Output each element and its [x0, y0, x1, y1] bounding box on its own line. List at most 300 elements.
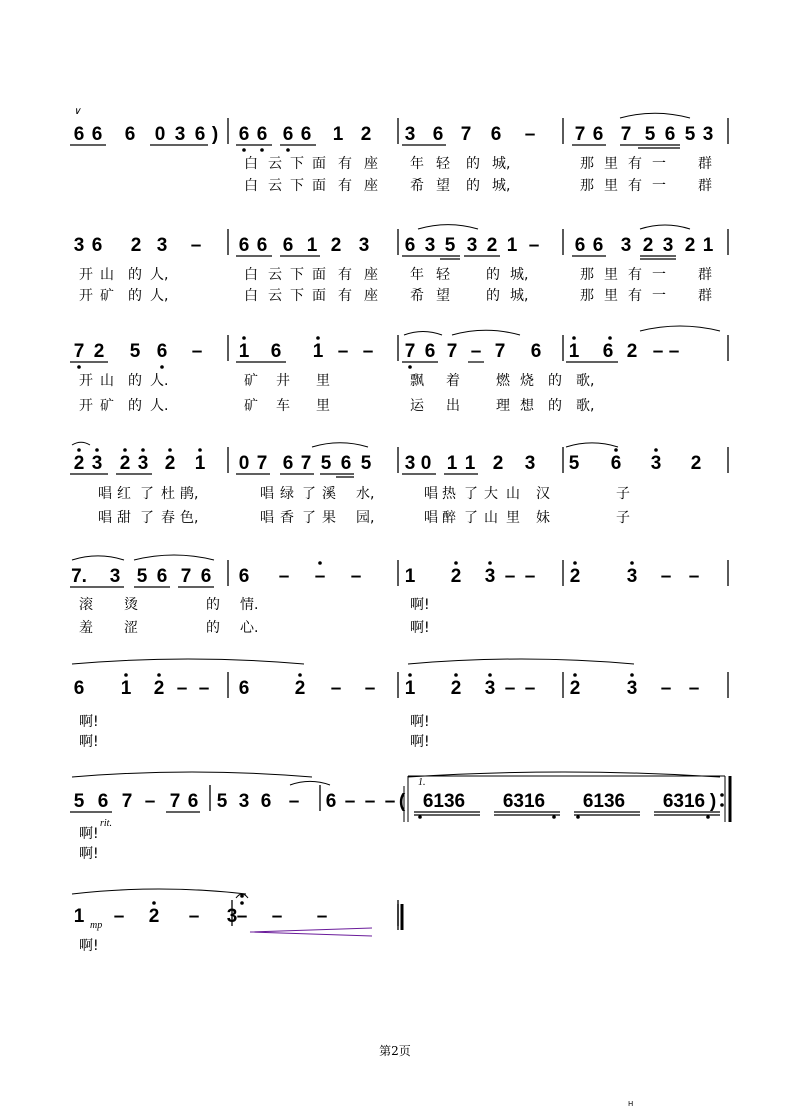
lyric: 燃	[496, 373, 510, 389]
lyric: 有	[338, 267, 352, 283]
jianpu-note: 3	[137, 453, 149, 474]
jianpu-note: 6	[91, 235, 103, 256]
lyric: 开	[79, 288, 93, 304]
lyric: 里	[316, 398, 330, 414]
lyric: 白	[244, 288, 258, 304]
lyric: 红	[117, 486, 131, 502]
lyric: 啊!	[410, 620, 430, 636]
lyric: 面	[312, 178, 326, 194]
jianpu-note: 6	[282, 453, 294, 474]
lyric: 下	[290, 267, 304, 283]
jianpu-note: 7	[574, 124, 586, 145]
dash-note: –	[668, 341, 680, 362]
lyric: 矿	[244, 373, 258, 389]
octave-dot	[706, 815, 710, 819]
ritardando-mark: rit.	[100, 818, 112, 829]
lyric: 绿	[280, 486, 294, 502]
octave-dot	[286, 148, 290, 152]
jianpu-note: 2	[148, 906, 160, 927]
jianpu-note: 3	[626, 566, 638, 587]
slur-arc	[72, 659, 304, 664]
jianpu-note: 2	[626, 341, 638, 362]
jianpu-note: 1	[404, 566, 416, 587]
jianpu-note: 5	[568, 453, 580, 474]
jianpu-note: 2	[360, 124, 372, 145]
octave-dot	[552, 815, 556, 819]
lyric: 唱	[260, 510, 274, 526]
slur-arc	[408, 659, 634, 664]
lyric: 有	[628, 288, 642, 304]
lyric: 云	[268, 156, 282, 172]
lyric: 歌,	[576, 373, 595, 389]
octave-dot	[198, 448, 202, 452]
lyric: 里	[604, 156, 618, 172]
lyric: 山	[100, 373, 114, 389]
score-system-5	[71, 560, 728, 636]
jianpu-note: 6	[238, 235, 250, 256]
lyric: 啊!	[79, 938, 99, 954]
jianpu-note: 3	[662, 235, 674, 256]
dash-note: –	[660, 678, 672, 699]
jianpu-note: 3	[620, 235, 632, 256]
jianpu-note: 6	[610, 453, 622, 474]
lyric: 水,	[356, 486, 375, 502]
lyric: 山	[506, 486, 520, 502]
lyric: 的	[486, 288, 500, 304]
jianpu-note: 3	[484, 678, 496, 699]
lyric: 的	[548, 373, 562, 389]
jianpu-note: 1	[404, 678, 416, 699]
dash-note: –	[364, 791, 376, 812]
lyric: 啊!	[79, 714, 99, 730]
jianpu-note: 0	[420, 453, 432, 474]
lyric: 座	[364, 156, 378, 172]
lyric: 香	[280, 510, 294, 526]
lyric: 羞	[79, 620, 93, 636]
lyric: 有	[338, 156, 352, 172]
jianpu-note: 6	[91, 124, 103, 145]
jianpu-note: 6	[238, 678, 250, 699]
lyric: 一	[652, 156, 666, 172]
lyric: 里	[604, 288, 618, 304]
lyric: 开	[79, 398, 93, 414]
lyric: 城,	[510, 267, 529, 283]
jianpu-note: 1	[446, 453, 458, 474]
lyric: 座	[364, 288, 378, 304]
lyric: 啊!	[410, 714, 430, 730]
lyric: 歌,	[576, 398, 595, 414]
jianpu-note: 6	[156, 341, 168, 362]
octave-dot	[488, 561, 492, 565]
lyric: 色,	[180, 510, 199, 526]
dash-note: –	[191, 341, 203, 362]
octave-dot	[168, 448, 172, 452]
lyric: 那	[580, 178, 594, 194]
jianpu-note: 6	[432, 124, 444, 145]
lyric: 了	[302, 486, 316, 502]
lyric: 望	[436, 178, 450, 194]
lyric: 园,	[356, 510, 375, 526]
jianpu-note: 3	[404, 453, 416, 474]
lyric: 大	[484, 486, 498, 502]
dash-note: –	[688, 566, 700, 587]
octave-dot	[95, 448, 99, 452]
jianpu-note: 6	[490, 124, 502, 145]
lyric: 那	[580, 156, 594, 172]
dash-note: –	[271, 906, 283, 927]
corner-mark: H	[628, 1100, 634, 1108]
lyric: 轻	[436, 156, 450, 172]
octave-dot	[152, 901, 156, 905]
lyric: 年	[410, 267, 424, 283]
lyric: 果	[322, 510, 336, 526]
lyric: 城,	[492, 156, 511, 172]
lyric: 有	[628, 156, 642, 172]
lyric: 那	[580, 267, 594, 283]
lyric: 着	[446, 373, 460, 389]
dash-note: –	[504, 566, 516, 587]
lyric: 井	[276, 373, 290, 389]
jianpu-note: 6	[260, 791, 272, 812]
lyric: 开	[79, 373, 93, 389]
lyric: 希	[410, 178, 424, 194]
lyric: 有	[628, 178, 642, 194]
jianpu-note: 1	[238, 341, 250, 362]
lyric: 轻	[436, 267, 450, 283]
jianpu-note: )	[709, 791, 717, 812]
jianpu-note: 7	[169, 791, 181, 812]
octave-dot	[408, 365, 412, 369]
lyric: 人,	[150, 288, 169, 304]
dash-note: –	[314, 566, 326, 587]
lyric: 的	[206, 620, 220, 636]
lyric: 白	[244, 267, 258, 283]
lyric: 年	[410, 156, 424, 172]
lyric: 溪	[322, 486, 336, 502]
lyric: 里	[604, 267, 618, 283]
jianpu-note: 2	[642, 235, 654, 256]
lyric: 想	[520, 398, 534, 414]
score-system-2	[74, 229, 728, 304]
lyric: 了	[140, 486, 154, 502]
lyric: 一	[652, 288, 666, 304]
lyric: 热	[442, 486, 456, 502]
jianpu-note: 6	[256, 124, 268, 145]
lyric: 汉	[536, 486, 550, 502]
octave-dot	[77, 365, 81, 369]
jianpu-note: 1	[312, 341, 324, 362]
jianpu-note: 3	[484, 566, 496, 587]
jianpu-note: 5	[73, 791, 85, 812]
dash-note: –	[504, 678, 516, 699]
fermata-dot	[240, 894, 244, 898]
lyric: 啊!	[410, 597, 430, 613]
jianpu-note: 6	[404, 235, 416, 256]
lyric: 希	[410, 288, 424, 304]
dash-note: –	[113, 906, 125, 927]
lyric: 烧	[520, 373, 534, 389]
jianpu-note: 7.	[71, 566, 87, 587]
slur-arc	[640, 326, 720, 331]
slur-arc	[312, 443, 368, 447]
lyric: 有	[338, 178, 352, 194]
jianpu-note: 7	[460, 124, 472, 145]
lyric: 的	[128, 288, 142, 304]
lyric: 啊!	[79, 826, 99, 842]
octave-dot	[630, 673, 634, 677]
dash-note: –	[470, 341, 482, 362]
lyric: 座	[364, 267, 378, 283]
lyric: 的	[206, 597, 220, 613]
lyric: 的	[548, 398, 562, 414]
lyric: 群	[698, 288, 712, 304]
jianpu-note: 6	[340, 453, 352, 474]
lyric: 人,	[150, 267, 169, 283]
jianpu-note: 2	[164, 453, 176, 474]
jianpu-note: 2	[569, 678, 581, 699]
slur-arc	[134, 555, 214, 560]
jianpu-note: 5	[136, 566, 148, 587]
jianpu-note: 1	[194, 453, 206, 474]
lyric: 啊!	[410, 734, 430, 750]
jianpu-note: 7	[73, 341, 85, 362]
octave-dot	[123, 448, 127, 452]
jianpu-note: 6	[424, 341, 436, 362]
dash-note: –	[316, 906, 328, 927]
lyric: 群	[698, 178, 712, 194]
jianpu-note: 3	[174, 124, 186, 145]
lyric: 那	[580, 288, 594, 304]
jianpu-note: 6	[300, 124, 312, 145]
dash-note: –	[688, 678, 700, 699]
jianpu-note: 6	[256, 235, 268, 256]
jianpu-note: 3	[650, 453, 662, 474]
lyric: 白	[244, 156, 258, 172]
dash-note: –	[288, 791, 300, 812]
octave-dot	[260, 148, 264, 152]
jianpu-note: 3	[404, 124, 416, 145]
dash-note: –	[176, 678, 188, 699]
jianpu-note: 1	[702, 235, 714, 256]
jianpu-note: 2	[486, 235, 498, 256]
jianpu-note: 2	[130, 235, 142, 256]
jianpu-note: 6316	[662, 791, 706, 812]
jianpu-note: 3	[524, 453, 536, 474]
jianpu-note: 5	[320, 453, 332, 474]
jianpu-note: 7	[446, 341, 458, 362]
dash-note: –	[524, 678, 536, 699]
jianpu-note: 6	[325, 791, 337, 812]
octave-dot	[408, 673, 412, 677]
octave-dot	[630, 561, 634, 565]
octave-dot	[157, 673, 161, 677]
octave-dot	[418, 815, 422, 819]
lyric: 车	[276, 398, 290, 414]
lyric: 妹	[536, 510, 550, 526]
dash-note: –	[190, 235, 202, 256]
jianpu-note: 6	[200, 566, 212, 587]
lyric: 春	[161, 510, 175, 526]
jianpu-note: 1	[332, 124, 344, 145]
lyric: 白	[244, 178, 258, 194]
jianpu-note: 6	[592, 124, 604, 145]
score-system-3	[74, 335, 728, 414]
jianpu-note: 5	[216, 791, 228, 812]
lyric: 面	[312, 156, 326, 172]
lyric: 里	[506, 510, 520, 526]
lyric: 滚	[79, 597, 93, 613]
lyric: 山	[484, 510, 498, 526]
dash-note: –	[337, 341, 349, 362]
lyric: 矿	[100, 398, 114, 414]
lyric: 出	[446, 398, 460, 414]
jianpu-note: 0	[238, 453, 250, 474]
jianpu-note: 6	[73, 678, 85, 699]
jianpu-note: 3	[226, 906, 238, 927]
jianpu-note: 6	[592, 235, 604, 256]
slur-arc	[418, 225, 478, 229]
jianpu-note: 3	[702, 124, 714, 145]
jianpu-note: 2	[492, 453, 504, 474]
dash-note: –	[384, 791, 396, 812]
jianpu-note: 6	[238, 566, 250, 587]
octave-dot	[454, 673, 458, 677]
jianpu-note: 6	[602, 341, 614, 362]
dash-note: –	[652, 341, 664, 362]
octave-dot	[240, 901, 244, 905]
lyric: 下	[290, 178, 304, 194]
jianpu-note: 7	[494, 341, 506, 362]
jianpu-note: 3	[358, 235, 370, 256]
lyric: 下	[290, 288, 304, 304]
jianpu-note: 5	[444, 235, 456, 256]
octave-dot	[77, 448, 81, 452]
jianpu-note: 3	[626, 678, 638, 699]
octave-dot	[316, 336, 320, 340]
slur-arc	[566, 443, 618, 447]
lyric: 一	[652, 178, 666, 194]
repeat-dot	[720, 793, 724, 797]
jianpu-note: 6	[97, 791, 109, 812]
score-system-8	[74, 900, 398, 954]
octave-dot	[608, 336, 612, 340]
jianpu-note: 6	[270, 341, 282, 362]
lyric: 子	[616, 486, 630, 502]
lyric: 望	[436, 288, 450, 304]
octave-dot	[488, 673, 492, 677]
jianpu-note: 3	[238, 791, 250, 812]
octave-dot	[614, 448, 618, 452]
lyric: 有	[338, 288, 352, 304]
lyric: 云	[268, 267, 282, 283]
lyric: 下	[290, 156, 304, 172]
jianpu-note: 2	[450, 566, 462, 587]
lyric: 山	[100, 267, 114, 283]
score-system-4	[74, 447, 728, 526]
octave-dot	[298, 673, 302, 677]
lyric: 云	[268, 288, 282, 304]
lyric: 甜	[117, 510, 131, 526]
lyric: 的	[466, 178, 480, 194]
slur-arc	[404, 331, 442, 335]
lyric: 的	[486, 267, 500, 283]
jianpu-note: 1	[464, 453, 476, 474]
lyric: 一	[652, 267, 666, 283]
lyric: 杜	[161, 486, 175, 502]
lyric: 人.	[150, 373, 169, 389]
jianpu-note: 7	[180, 566, 192, 587]
lyric: 群	[698, 156, 712, 172]
jianpu-note: 2	[569, 566, 581, 587]
jianpu-note: 3	[91, 453, 103, 474]
slur-arc	[452, 330, 520, 335]
jianpu-note: 5	[644, 124, 656, 145]
jianpu-note: 6	[156, 566, 168, 587]
dynamic-mark: mp	[90, 920, 103, 931]
jianpu-note: 2	[294, 678, 306, 699]
dash-note: –	[344, 791, 356, 812]
repeat-dot	[720, 803, 724, 807]
lyric: 有	[628, 267, 642, 283]
slur-arc	[640, 225, 690, 229]
jianpu-note: 1	[506, 235, 518, 256]
jianpu-note: 2	[73, 453, 85, 474]
jianpu-note: 6	[530, 341, 542, 362]
lyric: 的	[128, 267, 142, 283]
lyric: 唱	[98, 510, 112, 526]
jianpu-note: 3	[424, 235, 436, 256]
diminuendo-hairpin	[250, 928, 372, 936]
dash-note: –	[660, 566, 672, 587]
jianpu-note: 2	[690, 453, 702, 474]
score-system-7	[74, 777, 716, 862]
jianpu-note: 3	[466, 235, 478, 256]
dash-note: –	[330, 678, 342, 699]
lyric: 矿	[100, 288, 114, 304]
octave-dot	[576, 815, 580, 819]
lyric: 了	[140, 510, 154, 526]
jianpu-note: 6	[282, 235, 294, 256]
jianpu-note: 6316	[502, 791, 546, 812]
lyric: 的	[128, 398, 142, 414]
slur-arc	[72, 442, 90, 445]
dash-note: –	[524, 124, 536, 145]
jianpu-note: 2	[93, 341, 105, 362]
octave-dot	[573, 673, 577, 677]
lyric: 面	[312, 288, 326, 304]
slur-arc	[72, 556, 124, 560]
lyric: 唱	[424, 486, 438, 502]
octave-dot	[654, 448, 658, 452]
jianpu-note: 7	[256, 453, 268, 474]
lyric: 烫	[124, 597, 138, 613]
jianpu-note: 2	[684, 235, 696, 256]
jianpu-note: 6	[574, 235, 586, 256]
lyric: 座	[364, 178, 378, 194]
dash-note: –	[144, 791, 156, 812]
jianpu-note: 2	[450, 678, 462, 699]
jianpu-note: 2	[119, 453, 131, 474]
jianpu-note: 6	[194, 124, 206, 145]
lyric: 人.	[150, 398, 169, 414]
slur-arc	[620, 113, 690, 118]
lyric: 面	[312, 267, 326, 283]
jianpu-note: 2	[330, 235, 342, 256]
lyric: 城,	[510, 288, 529, 304]
dash-note: –	[198, 678, 210, 699]
jianpu-note: 6	[187, 791, 199, 812]
slur-arc	[290, 781, 330, 785]
